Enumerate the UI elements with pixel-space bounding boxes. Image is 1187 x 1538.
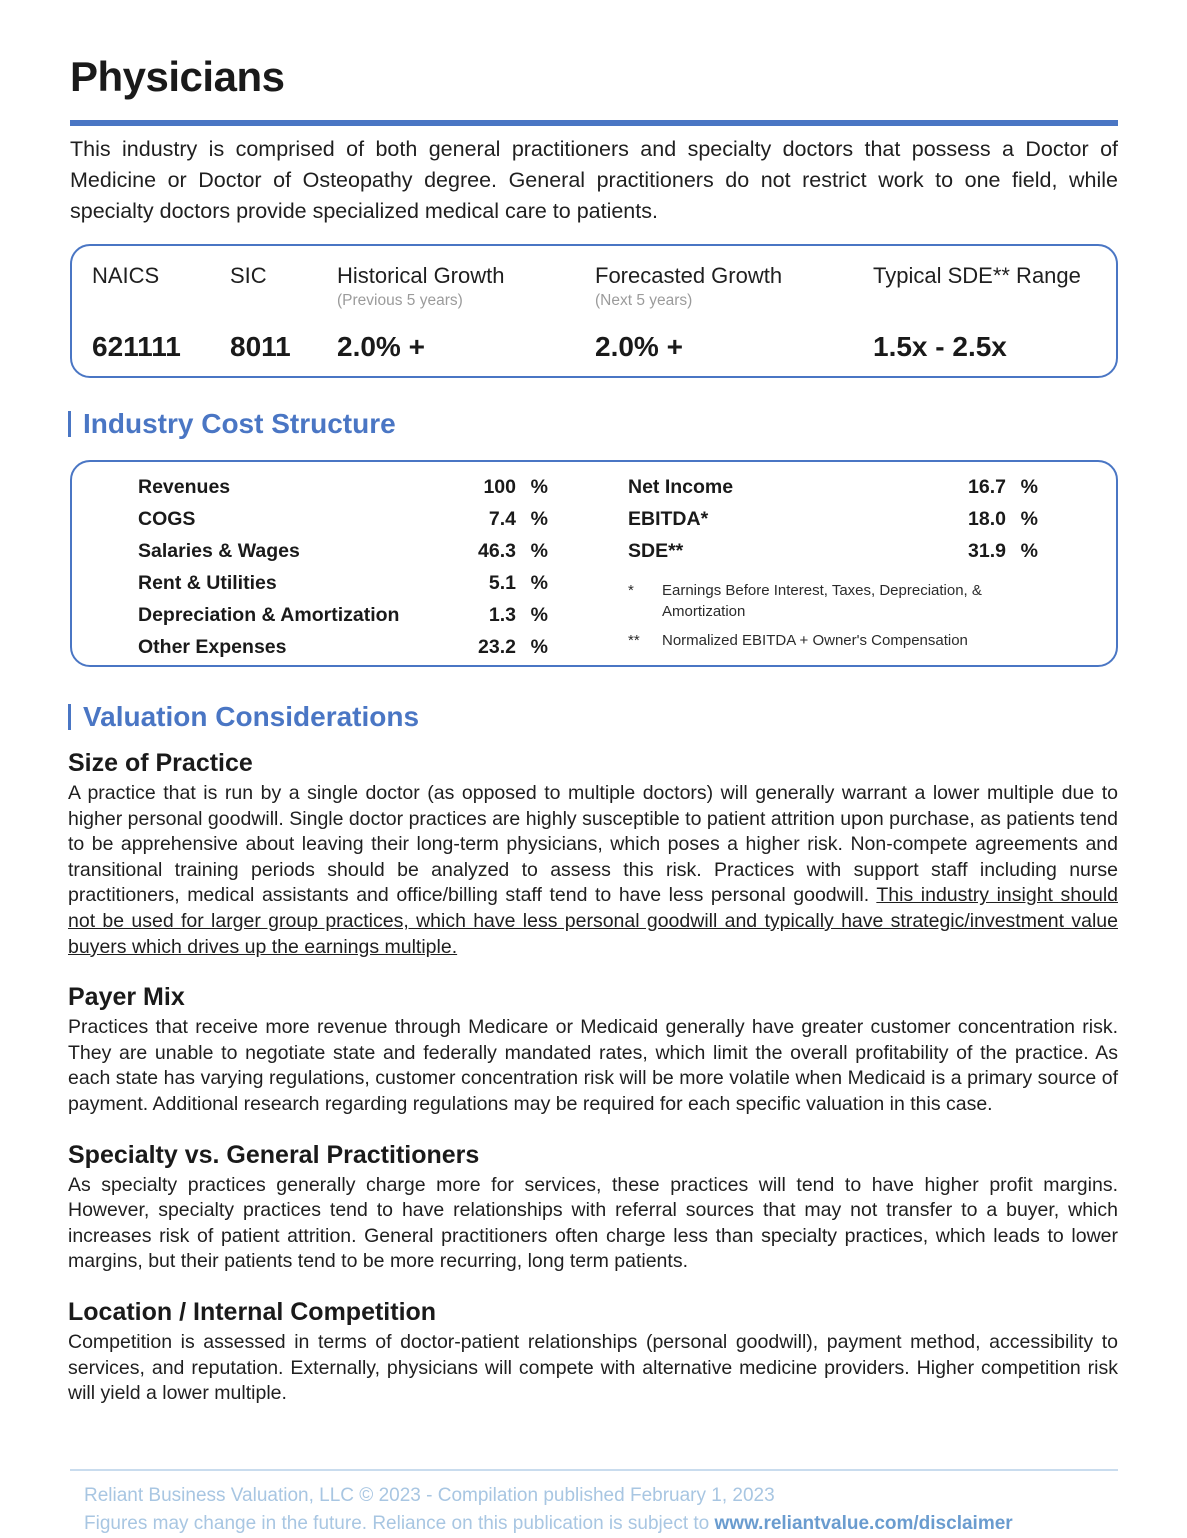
footnote-row xyxy=(628,580,1058,622)
footer-disclaimer-text: Figures may change in the future. Reliance on this publication is subject to xyxy=(84,1513,715,1534)
footnote-text: Earnings Before Interest, Taxes, Depreciation, & Amortization xyxy=(662,582,982,620)
stat-naics xyxy=(92,262,181,362)
valuation-consideration-item xyxy=(68,1297,1118,1407)
valuation-text-underlined: This industry insight should not be used for larger group practices, which have less personal goodwill and typically have strategic/investment value buyers which drives up the earnings multiple. xyxy=(68,884,1118,958)
percent-symbol: % xyxy=(530,604,548,626)
footer xyxy=(84,1482,1124,1538)
valuation-text-plain: Competition is assessed in terms of doctor-patient relationships (personal goodwill), payment method, accessibility to services, and reputation. Externally, physicians will compete with alternative medicine providers. Higher competition risk will yield a lower multiple. xyxy=(68,1330,1118,1405)
cost-row-label: COGS xyxy=(138,508,196,530)
cost-row-label: Depreciation & Amortization xyxy=(138,604,400,626)
valuation-consideration-text xyxy=(68,1015,1118,1117)
cost-structure-right-column xyxy=(628,476,1038,572)
cost-row-value: 18.0 xyxy=(968,508,1006,530)
footer-divider xyxy=(70,1469,1118,1471)
cost-row-label: Other Expenses xyxy=(138,636,287,658)
stat-sic-label: SIC xyxy=(230,263,267,288)
footer-disclaimer xyxy=(84,1510,1124,1538)
cost-row-label: Rent & Utilities xyxy=(138,572,277,594)
valuation-consideration-text xyxy=(68,1330,1118,1407)
cost-row-label: SDE** xyxy=(628,540,684,562)
valuation-consideration-item xyxy=(68,748,1118,960)
cost-row-value: 16.7 xyxy=(968,476,1006,498)
section-heading-valuation-considerations-label: Valuation Considerations xyxy=(83,701,420,732)
cost-structure-footnotes xyxy=(628,580,1058,659)
cost-row-value: 5.1 xyxy=(488,572,516,594)
cost-row xyxy=(138,636,548,668)
percent-symbol: % xyxy=(1020,476,1038,498)
page-title: Physicians xyxy=(70,53,285,100)
cost-row-value: 1.3 xyxy=(488,604,516,626)
industry-description: This industry is comprised of both general practitioners and specialty doctors that possess a Doctor of Medicine or Doctor of Osteopathy degree. General practitioners do not restrict work to one field, while specialty doctors provide specialized medical care to patients. xyxy=(70,137,1118,223)
percent-symbol: % xyxy=(530,540,548,562)
valuation-consideration-title: Specialty vs. General Practitioners xyxy=(68,1140,480,1169)
valuation-consideration-text xyxy=(68,781,1118,960)
cost-row-label: Net Income xyxy=(628,476,734,498)
percent-symbol: % xyxy=(530,508,548,530)
disclaimer-link[interactable]: www.reliantvalue.com/disclaimer xyxy=(714,1513,1013,1534)
section-heading-valuation-considerations xyxy=(68,703,419,731)
key-stats-grid xyxy=(72,246,1116,376)
cost-row-value: 46.3 xyxy=(478,540,516,562)
valuation-text-plain: As specialty practices generally charge more for services, these practices will tend to have higher profit margins. However, specialty practices tend to have relationships with referral sources that may not transfer to a buyer, which increases risk of patient attrition. General practitioners often charge less than specialty practices, which leads to lower margins, but their patients tend to be more recurring, long term patients. xyxy=(68,1173,1118,1273)
cost-row-value: 23.2 xyxy=(478,636,516,658)
stat-naics-value: 621111 xyxy=(92,331,181,362)
valuation-consideration-title: Size of Practice xyxy=(68,749,253,777)
stat-sic-value: 8011 xyxy=(230,331,291,362)
industry-cost-structure-box xyxy=(70,460,1118,667)
stat-forecasted-growth xyxy=(595,262,783,362)
cost-row-value: 31.9 xyxy=(968,540,1006,562)
cost-row xyxy=(138,508,548,540)
heading-accent-bar xyxy=(68,411,71,437)
cost-structure-left-column xyxy=(138,476,548,668)
percent-symbol: % xyxy=(530,636,548,658)
valuation-text-plain: Practices that receive more revenue through Medicare or Medicaid generally have greater customer concentration risk. They are unable to negotiate state and federally mandated rates, which limit the overall profitability of the practice. As each state has varying regulations, customer concentration risk will be more volatile when Medicaid is a primary source of payment. Additional research regarding regulations may be required for each specific valuation in this case. xyxy=(68,1016,1118,1115)
cost-row xyxy=(138,604,548,636)
key-stats-box xyxy=(70,244,1118,378)
percent-symbol: % xyxy=(530,476,548,498)
cost-row xyxy=(628,508,1038,540)
cost-row-label: EBITDA* xyxy=(628,508,709,530)
footnote-marker: ** xyxy=(628,632,640,649)
valuation-consideration-title: Payer Mix xyxy=(68,983,185,1012)
stat-historical-growth-value: 2.0% + xyxy=(337,331,425,362)
cost-row xyxy=(628,476,1038,508)
valuation-consideration-text xyxy=(68,1173,1118,1275)
stat-forecasted-growth-label: Forecasted Growth xyxy=(595,263,783,288)
cost-row-value: 7.4 xyxy=(488,508,516,530)
cost-row xyxy=(138,476,548,508)
stat-typical-sde-range xyxy=(873,262,1081,362)
stat-typical-sde-range-label: Typical SDE** Range xyxy=(873,263,1081,288)
stat-naics-label: NAICS xyxy=(92,263,160,288)
footnote-row xyxy=(628,630,1058,651)
stat-historical-growth-sublabel: (Previous 5 years) xyxy=(337,292,463,309)
percent-symbol: % xyxy=(1020,508,1038,530)
section-heading-industry-cost-structure-label: Industry Cost Structure xyxy=(83,408,396,439)
cost-row xyxy=(628,540,1038,572)
stat-sic xyxy=(230,262,291,362)
footnote-text: Normalized EBITDA + Owner's Compensation xyxy=(662,632,968,649)
stat-typical-sde-range-value: 1.5x - 2.5x xyxy=(873,331,1007,362)
valuation-text-plain: A practice that is run by a single doctor (as opposed to multiple doctors) will generally warrant a lower multiple due to higher personal goodwill. Single doctor practices are highly susceptible to patient attrition upon purchase, as patients tend to be apprehensive about leaving their long-term physicians, which poses a higher risk. Non-compete agreements and transitional training periods should be analyzed to assess this risk. Practices with support staff including nurse practitioners, medical assistants and office/billing staff tend to have less personal goodwill. xyxy=(68,782,1118,907)
percent-symbol: % xyxy=(1020,540,1038,562)
footer-copyright: Reliant Business Valuation, LLC © 2023 - Compilation published February 1, 2023 xyxy=(84,1485,775,1506)
cost-row-value: 100 xyxy=(483,476,516,498)
valuation-consideration-title: Location / Internal Competition xyxy=(68,1297,437,1326)
percent-symbol: % xyxy=(530,572,548,594)
heading-accent-bar xyxy=(68,704,71,730)
footnote-marker: * xyxy=(628,582,634,599)
stat-historical-growth xyxy=(337,262,505,362)
section-heading-industry-cost-structure xyxy=(68,410,396,438)
valuation-considerations-body xyxy=(68,748,1118,1429)
stat-historical-growth-label: Historical Growth xyxy=(337,263,505,288)
cost-row-label: Salaries & Wages xyxy=(138,540,300,562)
stat-forecasted-growth-value: 2.0% + xyxy=(595,331,683,362)
cost-row-label: Revenues xyxy=(138,476,231,498)
valuation-consideration-item xyxy=(68,982,1118,1117)
title-divider xyxy=(70,120,1118,126)
cost-row xyxy=(138,572,548,604)
valuation-consideration-item xyxy=(68,1140,1118,1275)
cost-row xyxy=(138,540,548,572)
stat-forecasted-growth-sublabel: (Next 5 years) xyxy=(595,292,693,309)
